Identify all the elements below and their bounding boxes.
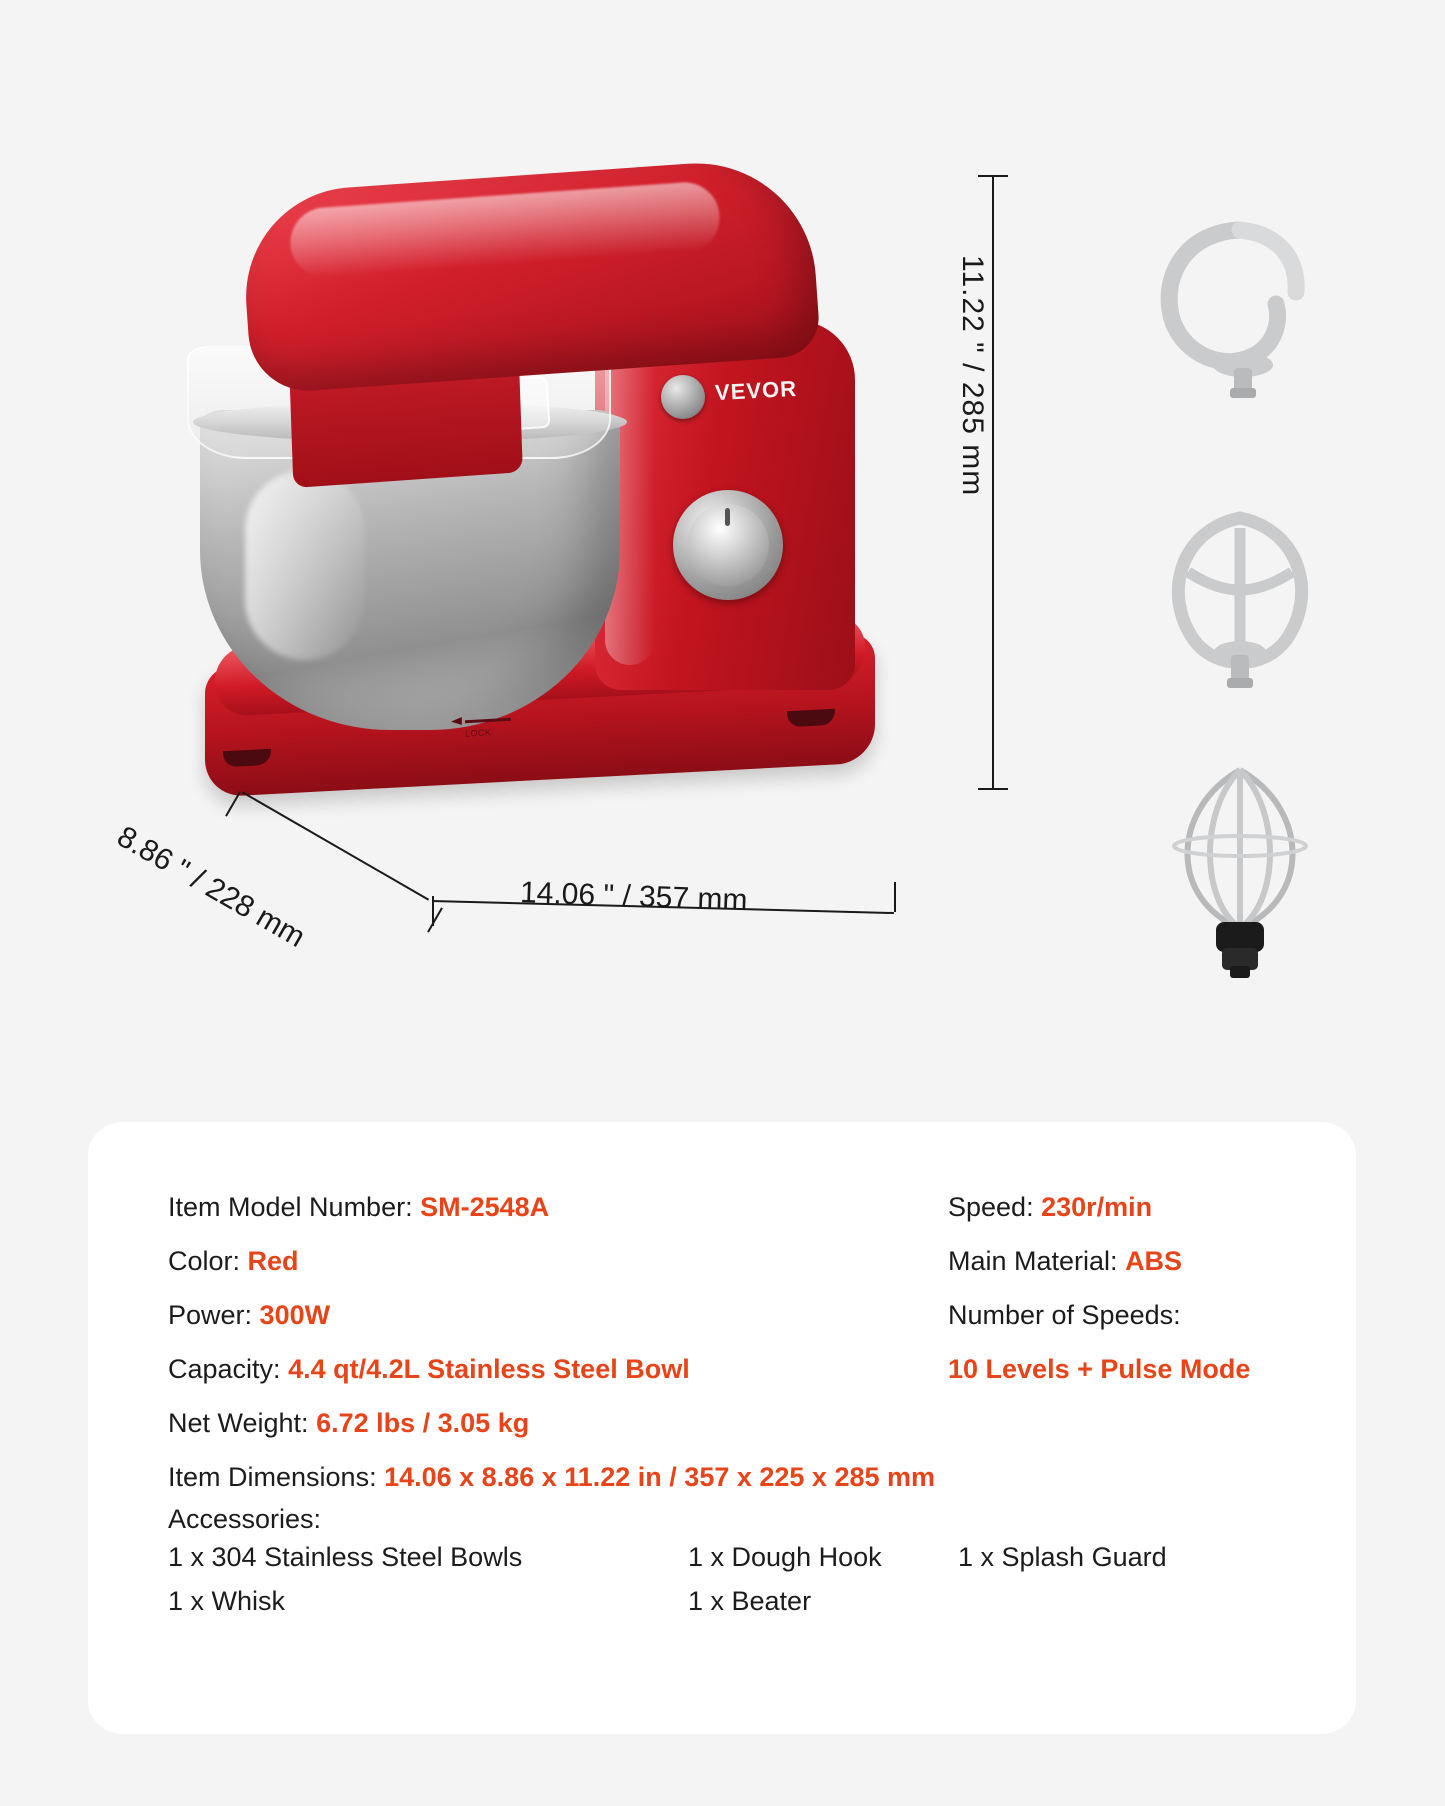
height-dimension-line xyxy=(992,175,994,790)
accessories-title: Accessories: xyxy=(168,1504,322,1534)
spec-label-model: Item Model Number: xyxy=(168,1192,421,1222)
height-dimension-cap-bottom xyxy=(978,788,1008,790)
accessory-item: 1 x Whisk xyxy=(168,1586,286,1616)
spec-label-speed: Speed: xyxy=(948,1192,1042,1222)
depth-dimension-label: 8.86 " / 228 mm xyxy=(111,820,311,954)
accessory-item: 1 x Dough Hook xyxy=(688,1542,882,1572)
bowl-highlight xyxy=(245,470,365,660)
width-dimension-label: 14.06 " / 357 mm xyxy=(519,876,748,917)
power-button-icon xyxy=(661,375,705,419)
spec-row-power xyxy=(168,1288,868,1342)
width-dimension-cap-right xyxy=(894,882,896,912)
accessories-list xyxy=(168,1542,1288,1630)
spec-row-capacity xyxy=(168,1342,868,1396)
spec-value-number-of-speeds: 10 Levels + Pulse Mode xyxy=(948,1354,1251,1384)
spec-column-right xyxy=(948,1180,1368,1396)
spec-label-number-of-speeds: Number of Speeds: xyxy=(948,1300,1181,1330)
spec-label-item-dimensions: Item Dimensions: xyxy=(168,1462,385,1492)
spec-label-color: Color: xyxy=(168,1246,248,1276)
spec-label-capacity: Capacity: xyxy=(168,1354,289,1384)
flat-beater-image xyxy=(1130,500,1350,720)
height-dimension-cap-top xyxy=(978,175,1008,177)
spec-row-model xyxy=(168,1180,868,1234)
height-dimension-label: 11.22 " / 285 mm xyxy=(956,255,989,497)
spec-value-main-material: ABS xyxy=(1125,1246,1183,1276)
accessory-item: 1 x 304 Stainless Steel Bowls xyxy=(168,1542,523,1572)
spec-label-net-weight: Net Weight: xyxy=(168,1408,317,1438)
spec-row-number-of-speeds xyxy=(948,1288,1368,1342)
wire-whisk-image xyxy=(1130,750,1350,1000)
spec-value-item-dimensions: 14.06 x 8.86 x 11.22 in / 357 x 225 x 285 mm xyxy=(384,1462,936,1492)
stand-mixer-illustration xyxy=(175,150,935,870)
spec-row-color xyxy=(168,1234,868,1288)
spec-label-main-material: Main Material: xyxy=(948,1246,1126,1276)
depth-dimension-cap-right xyxy=(427,907,443,932)
spec-row-speed xyxy=(948,1180,1368,1234)
spec-value-net-weight: 6.72 lbs / 3.05 kg xyxy=(316,1408,530,1438)
spec-value-speed: 230r/min xyxy=(1041,1192,1153,1222)
spec-row-item-dimensions xyxy=(168,1450,936,1504)
specification-card xyxy=(88,1122,1356,1734)
accessory-item: 1 x Beater xyxy=(688,1586,812,1616)
accessory-item: 1 x Splash Guard xyxy=(958,1542,1167,1572)
accessories-row xyxy=(168,1586,1288,1630)
spec-label-power: Power: xyxy=(168,1300,260,1330)
spec-column-left xyxy=(168,1180,936,1504)
speed-knob-marker xyxy=(725,508,730,526)
brand-logo: VEVOR xyxy=(714,375,798,406)
spec-value-color: Red xyxy=(247,1246,299,1276)
spec-row-net-weight xyxy=(168,1396,868,1450)
spec-value-model: SM-2548A xyxy=(420,1192,550,1222)
spec-row-main-material xyxy=(948,1234,1368,1288)
dough-hook-image xyxy=(1130,200,1350,420)
spec-value-capacity: 4.4 qt/4.2L Stainless Steel Bowl xyxy=(288,1354,690,1384)
lock-label: LOCK xyxy=(465,727,492,739)
spec-value-power: 300W xyxy=(259,1300,331,1330)
accessories-row xyxy=(168,1542,1288,1586)
